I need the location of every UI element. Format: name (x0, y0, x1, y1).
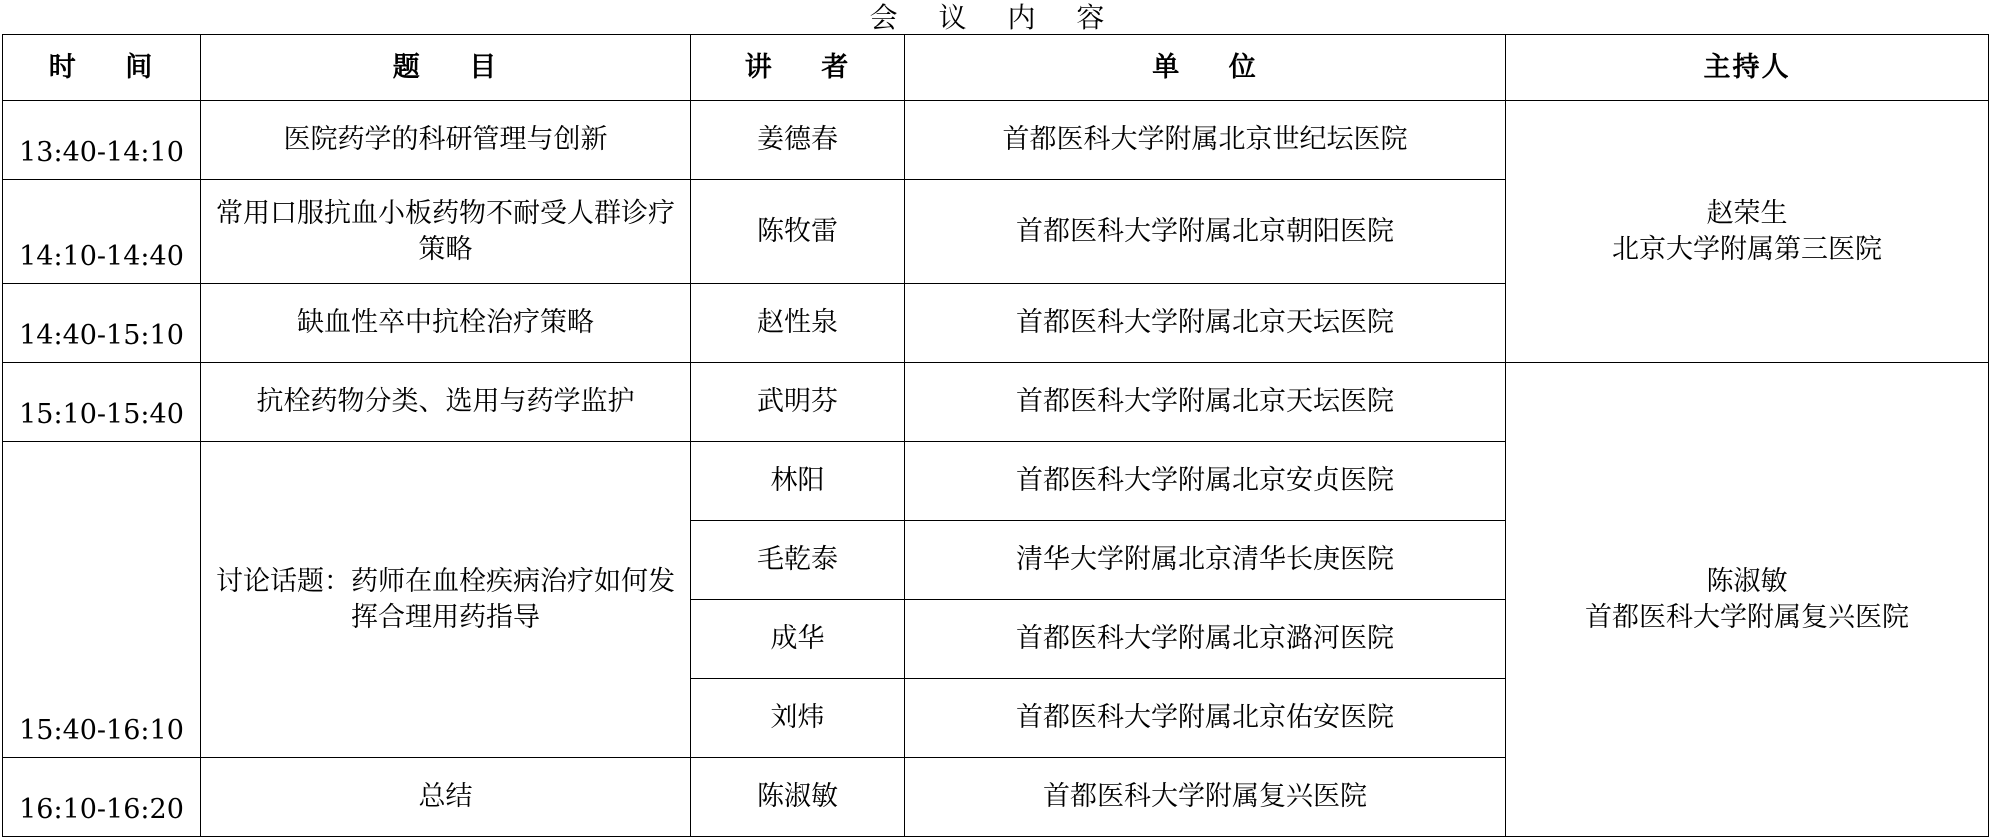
header-speaker: 讲 者 (691, 35, 905, 101)
table-header-row (3, 35, 1989, 101)
unit-cell: 清华大学附属北京清华长庚医院 (905, 521, 1506, 600)
speaker-cell: 陈牧雷 (691, 180, 905, 284)
unit-cell: 首都医科大学附属北京天坛医院 (905, 363, 1506, 442)
header-host: 主持人 (1506, 35, 1989, 101)
speaker-cell: 毛乾泰 (691, 521, 905, 600)
speaker-cell: 刘炜 (691, 679, 905, 758)
time-cell: 15:40-16:10 (3, 442, 201, 758)
topic-cell: 缺血性卒中抗栓治疗策略 (201, 284, 691, 363)
table-row (3, 363, 1989, 442)
host-org: 北京大学附属第三医院 (1612, 233, 1882, 265)
unit-cell: 首都医科大学附属北京佑安医院 (905, 679, 1506, 758)
topic-cell: 医院药学的科研管理与创新 (201, 101, 691, 180)
topic-cell: 常用口服抗血小板药物不耐受人群诊疗策略 (201, 180, 691, 284)
topic-cell: 总结 (201, 758, 691, 837)
host-org: 首都医科大学附属复兴医院 (1585, 601, 1909, 633)
speaker-cell: 赵性泉 (691, 284, 905, 363)
document-title: 会 议 内 容 (869, 1, 1121, 34)
time-cell: 16:10-16:20 (3, 758, 201, 837)
speaker-cell: 姜德春 (691, 101, 905, 180)
time-cell: 15:10-15:40 (3, 363, 201, 442)
speaker-cell: 林阳 (691, 442, 905, 521)
unit-cell: 首都医科大学附属北京安贞医院 (905, 442, 1506, 521)
topic-cell: 抗栓药物分类、选用与药学监护 (201, 363, 691, 442)
speaker-cell: 武明芬 (691, 363, 905, 442)
conference-schedule-table (2, 34, 1989, 837)
unit-cell: 首都医科大学附属复兴医院 (905, 758, 1506, 837)
time-cell: 14:10-14:40 (3, 180, 201, 284)
unit-cell: 首都医科大学附属北京朝阳医院 (905, 180, 1506, 284)
topic-cell: 讨论话题：药师在血栓疾病治疗如何发挥合理用药指导 (201, 442, 691, 758)
host-cell (1506, 101, 1989, 363)
host-cell (1506, 363, 1989, 837)
speaker-cell: 陈淑敏 (691, 758, 905, 837)
time-cell: 13:40-14:10 (3, 101, 201, 180)
unit-cell: 首都医科大学附属北京天坛医院 (905, 284, 1506, 363)
speaker-cell: 成华 (691, 600, 905, 679)
time-cell: 14:40-15:10 (3, 284, 201, 363)
table-row (3, 101, 1989, 180)
unit-cell: 首都医科大学附属北京世纪坛医院 (905, 101, 1506, 180)
unit-cell: 首都医科大学附属北京潞河医院 (905, 600, 1506, 679)
header-time: 时 间 (3, 35, 201, 101)
header-unit: 单 位 (905, 35, 1506, 101)
host-name: 赵荣生 (1706, 197, 1788, 229)
host-name: 陈淑敏 (1706, 565, 1788, 597)
header-topic: 题 目 (201, 35, 691, 101)
